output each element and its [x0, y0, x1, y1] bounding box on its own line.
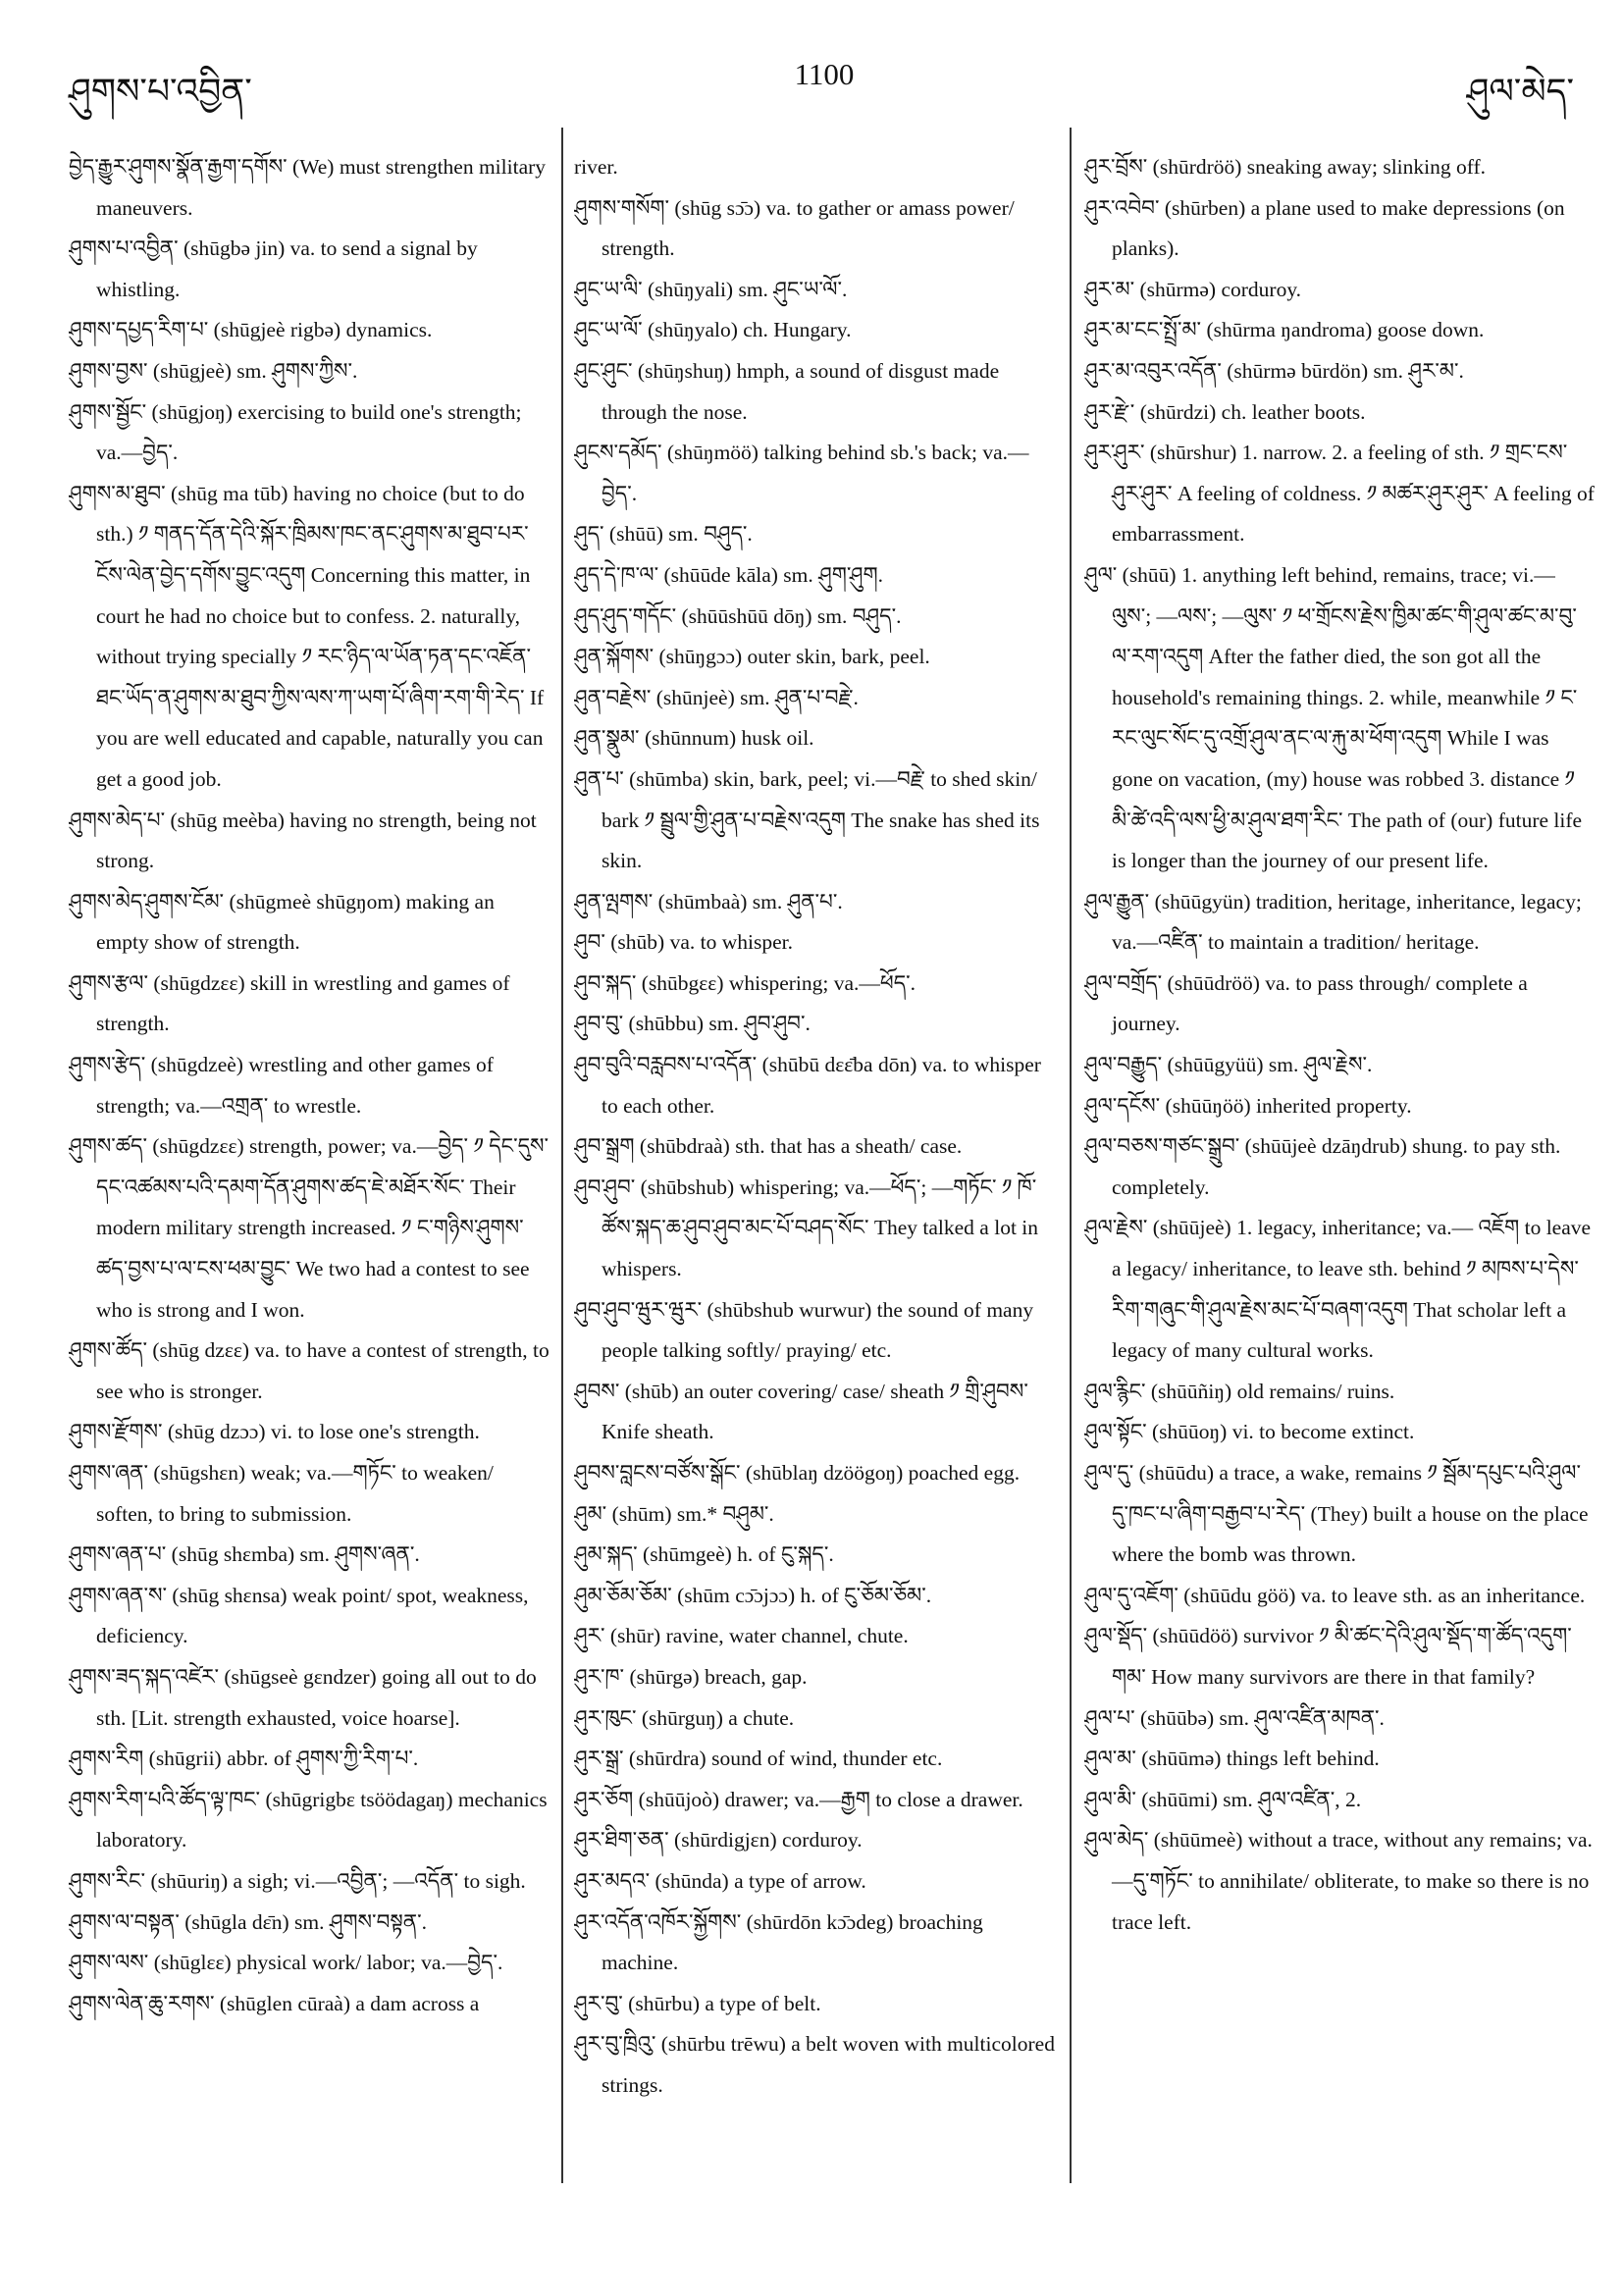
- dictionary-entry: བྱེད་རྒྱུར་ཤུགས་སྣོན་རྒྱག་དགོས་ (We) must strengthen military maneuvers.: [69, 155, 547, 220]
- dictionary-entry: ཤུགས་རིང་ (shūuriŋ) a sigh; vi.—འབྱིན་; —འདོན་ to sigh.: [69, 1868, 526, 1893]
- dictionary-entry: ཤུགས་ལས་ (shūglɛɛ) physical work/ labor; va.—བྱེད་.: [69, 1951, 503, 1975]
- dictionary-entry: ཤུལ་རྒྱུན་ (shūūgyün) tradition, heritage, inheritance, legacy; va.—འཛིན་ to maintain a tradition/ heritage.: [1084, 889, 1582, 955]
- dictionary-entry: river.: [574, 155, 618, 179]
- dictionary-entry: ཤུགས་ཞན་པ་ (shūg shɛmba) sm. ཤུགས་ཞན་.: [69, 1542, 420, 1567]
- dictionary-entry: ཤུགས་ལེན་ཆུ་རགས་ (shūglen cūraà) a dam across a: [69, 1991, 480, 2015]
- dictionary-entry: ཤུར་བུ་ (shūrbu) a type of belt.: [574, 1991, 821, 2015]
- column-1: [69, 147, 550, 2188]
- dictionary-entry: ཤུགས་ཚད་ (shūgdzɛɛ) strength, power; va.—བྱེད་ ༡ དེང་དུས་དང་འཚམས་པའི་དམག་དོན་ཤུགས་ཚད་ཇེ་མཐོར་སོང་ Their modern military strength increased. ༡ ང་གཉིས་ཤུགས་ཚད་བྱས་པ་ལ་ངས་ཕམ་བྱུང་ We two had a contest to see who is strong and I won.: [69, 1134, 550, 1322]
- dictionary-entry: ཤུན་ལྤགས་ (shūmbaà) sm. ཤུན་པ་.: [574, 889, 843, 913]
- dictionary-entry: ཤུལ་པ་ (shūūbə) sm. ཤུལ་འཛིན་མཁན་.: [1084, 1705, 1385, 1730]
- dictionary-entry: ཤུགས་ཟད་སྐད་འཛེར་ (shūgseè gɛndzer) going all out to do sth. [Lit. strength exhausted, voice hoarse].: [69, 1664, 537, 1730]
- dictionary-entry: ཤུར་འབེབ་ (shūrben) a plane used to make depressions (on planks).: [1084, 195, 1565, 261]
- dictionary-entry: ཤུགས་རིག (shūgrii) abbr. of ཤུགས་ཀྱི་རིག་པ་.: [69, 1747, 419, 1771]
- dictionary-entry: ཤུང་ཤུང་ (shūŋshuŋ) hmph, a sound of disgust made through the nose.: [574, 358, 1000, 424]
- dictionary-entry: ཤུལ་བཅས་གཙང་སྒྲུབ་ (shūūjeè dzāŋdrub) shung. to pay sth. completely.: [1084, 1134, 1561, 1199]
- dictionary-entry: ཤུར་ཤུར་ (shūrshur) 1. narrow. 2. a feeling of sth. ༡ གྲང་ངས་ཤུར་ཤུར་ A feeling of coldness. ༡ མཚར་ཤུར་ཤུར་ A feeling of embarrassment.: [1084, 441, 1595, 547]
- dictionary-entry: ཤུབ་ཤུབ་ (shūbshub) whispering; va.—ཕོད་; —གཏོང་ ༡ ཁོ་ཚོས་སྐད་ཆ་ཤུབ་ཤུབ་མང་པོ་བཤད་སོང་ They talked a lot in whispers.: [574, 1174, 1039, 1281]
- dictionary-entry: ཤུབས་བླངས་བཙོས་སྒོང་ (shūblaŋ dzöögoŋ) poached egg.: [574, 1461, 1021, 1485]
- dictionary-entry: ཤུར་འདོན་འཁོར་སྐྱོགས་ (shūrdōn kɔ̄ɔdeg) broaching machine.: [574, 1909, 983, 1975]
- dictionary-entry: ཤུལ་བགྲོད་ (shūūdröö) va. to pass through/ complete a journey.: [1084, 970, 1528, 1036]
- dictionary-entry: ཤུབ་བུའི་བརླབས་པ་འདོན་ (shūbū dɛɛ̄ba dōn) va. to whisper to each other.: [574, 1053, 1041, 1118]
- dictionary-entry: ཤུབ་བུ་ (shūbbu) sm. ཤུབ་ཤུབ་.: [574, 1012, 811, 1036]
- dictionary-entry: ཤུར་ཁུང་ (shūrguŋ) a chute.: [574, 1705, 795, 1730]
- dictionary-entry: ཤུད་དེ་ཁ་ལ་ (shūūde kāla) sm. ཤུག་ཤུག.: [574, 562, 883, 587]
- dictionary-entry: ཤུན་བརྗེས་ (shūnjeè) sm. ཤུན་པ་བརྗེ་.: [574, 685, 859, 709]
- dictionary-entry: ཤུགས་པ་འབྱིན་ (shūgbə jin) va. to send a signal by whistling.: [69, 236, 478, 301]
- column-2: [574, 147, 1055, 2188]
- dictionary-entry: ཤུལ་ (shūū) 1. anything left behind, remains, trace; vi.—ལུས་; —ལས་; —ལུས་ ༡ ཕ་གྲོངས་རྗེས་ཁྱིམ་ཚང་གི་ཤུལ་ཚང་མ་བུ་ལ་རག་འདུག After the father died, the son got all the household's remaining things. 2. while, meanwhile ༡ ང་རང་ལུང་སོང་དུ་འགྲོ་ཤུལ་ནང་ལ་རྐུ་མ་ཕོག་འདུག While I was gone on vacation, (my) house was robbed 3. distance ༡ མི་ཚེ་འདི་ལས་ཕྱི་མ་ཤུལ་ཐག་རིང་ The path of (our) future life is longer than the journey of our present life.: [1084, 562, 1583, 873]
- dictionary-entry: ཤུགས་ཞན་ས་ (shūg shɛnsa) weak point/ spot, weakness, deficiency.: [69, 1583, 529, 1648]
- dictionary-entry: ཤུར་སྒྲ་ (shūrdra) sound of wind, thunder etc.: [574, 1747, 943, 1771]
- dictionary-entry: ཤུལ་དུ་འཇོག་ (shūūdu göö) va. to leave sth. as an inheritance.: [1084, 1583, 1586, 1607]
- dictionary-entry: ཤུར་མདའ་ (shūnda) a type of arrow.: [574, 1868, 866, 1893]
- dictionary-entry: ཤུགས་རྩལ་ (shūgdzɛɛ) skill in wrestling and games of strength.: [69, 970, 510, 1036]
- dictionary-entry: ཤུལ་དུ་ (shūūdu) a trace, a wake, remains ༡ སྦོམ་དཔུང་པའི་ཤུལ་དུ་ཁང་པ་ཞིག་བརྒྱབ་པ་རེད་ (They) built a house on the place where the bomb was thrown.: [1084, 1461, 1589, 1567]
- dictionary-entry: ཤུགས་རྫོགས་ (shūg dzɔɔ) vi. to lose one's strength.: [69, 1420, 480, 1444]
- dictionary-entry: ཤུར་ཅོག (shūūjoò) drawer; va.—རྒྱག to close a drawer.: [574, 1787, 1023, 1811]
- dictionary-entry: ཤུང་ཡ་ལི་ (shūŋyali) sm. ཤུང་ཡ་ལོ་.: [574, 277, 848, 301]
- dictionary-entry: ཤུལ་མེད་ (shūūmeè) without a trace, without any remains; va.—དུ་གཏོང་ to annihilate/ obliterate, to make so there is no trace left.: [1084, 1828, 1593, 1934]
- dictionary-entry: ཤུམ་ (shūm) sm.* བཤུམ་.: [574, 1501, 774, 1526]
- dictionary-entry: ཤུར་མ་ (shūrmə) corduroy.: [1084, 277, 1302, 301]
- dictionary-entry: ཤུགས་མ་ཐུབ་ (shūg ma tūb) having no choice (but to do sth.) ༡ གནད་དོན་དེའི་སྐོར་ཁྲིམས་ཁང་ནང་ཤུགས་མ་ཐུབ་པར་ངོས་ལེན་བྱེད་དགོས་བྱུང་འདུག Concerning this matter, in court he had no choice but to confess. 2. naturally, without trying specially ༡ རང་ཉིད་ལ་ཡོན་ཏན་དང་འཇོན་ཐང་ཡོད་ན་ཤུགས་མ་ཐུབ་ཀྱིས་ལས་ཀ་ཡག་པོ་ཞིག་རག་གི་རེད་ If you are well educated and capable, naturally you can get a good job.: [69, 481, 545, 791]
- dictionary-entry: ཤུམ་སྐད་ (shūmgeè) h. of ངུ་སྐད་.: [574, 1542, 834, 1567]
- dictionary-entry: ཤུལ་བརྒྱུད་ (shūūgyüü) sm. ཤུལ་རྗེས་.: [1084, 1053, 1373, 1077]
- dictionary-entry: ཤུགས་ལ་བསྟན་ (shūgla dɛ̄n) sm. ཤུགས་བསྟན་.: [69, 1909, 428, 1934]
- dictionary-entry: ཤུལ་སྡོད་ (shūūdöö) survivor ༡ མི་ཚང་དེའི་ཤུལ་སྡོད་ག་ཚོད་འདུག་གམ་ How many survivors are there in that family?: [1084, 1624, 1572, 1689]
- dictionary-entry: ཤུབ་སྒྲག (shūbdraà) sth. that has a sheath/ case.: [574, 1134, 963, 1159]
- dictionary-entry: ཤུགས་རིག་པའི་ཚོད་ལྟ་ཁང་ (shūgrigbɛ tsöödagaŋ) mechanics laboratory.: [69, 1787, 548, 1852]
- dictionary-entry: ཤུགས་ཞན་ (shūgshɛn) weak; va.—གཏོང་ to weaken/ soften, to bring to submission.: [69, 1461, 494, 1526]
- dictionary-entry: ཤུགས་བྱས་ (shūgjeè) sm. ཤུགས་ཀྱིས་.: [69, 358, 358, 383]
- dictionary-entry: ཤུབ་སྐད་ (shūbgɛɛ) whispering; va.—ཕོད་.: [574, 970, 916, 995]
- dictionary-entry: ཤུངས་དམོད་ (shūŋmöö) talking behind sb.'s back; va.—བྱེད་.: [574, 441, 1029, 505]
- dictionary-entry: ཤུར་བུ་ཁྲིའུ་ (shūrbu trēwu) a belt woven with multicolored strings.: [574, 2032, 1055, 2097]
- column-divider: [561, 128, 563, 2183]
- dictionary-entry: ཤུད་ཤུད་གདོང་ (shūūshūū dōŋ) sm. བཤུད་.: [574, 603, 902, 628]
- page-number: 1100: [794, 57, 855, 91]
- dictionary-entry: ཤུན་པ་ (shūmba) skin, bark, peel; vi.—བརྗེ་ to shed skin/ bark ༡ སྦྲུལ་གྱི་ཤུན་པ་བརྗེས་འདུག The snake has shed its skin.: [574, 766, 1040, 873]
- dictionary-entry: ཤུབས་ (shūb) an outer covering/ case/ sheath ༡ གྲི་ཤུབས་ Knife sheath.: [574, 1379, 1028, 1444]
- dictionary-entry: ཤུགས་དཔྱད་རིག་པ་ (shūgjeè rigbə) dynamics.: [69, 318, 433, 342]
- dictionary-entry: ཤུགས་ཚོད་ (shūg dzɛɛ) va. to have a contest of strength, to see who is stronger.: [69, 1338, 550, 1403]
- dictionary-entry: ཤུར་ཐིག་ཅན་ (shūrdigjɛn) corduroy.: [574, 1828, 863, 1852]
- dictionary-entry: ཤུམ་ཅོམ་ཅོམ་ (shūm cɔ̄ɔjɔɔ) h. of ངུ་ཅོམ་ཅོམ་.: [574, 1583, 932, 1607]
- dictionary-entry: ཤུགས་མེད་ཤུགས་ངོམ་ (shūgmeè shūgŋom) making an empty show of strength.: [69, 889, 495, 955]
- dictionary-entry: ཤུལ་མི་ (shūūmi) sm. ཤུལ་འཛིན་, 2.: [1084, 1787, 1362, 1811]
- dictionary-entry: ཤུང་ཡ་ལོ་ (shūŋyalo) ch. Hungary.: [574, 318, 852, 342]
- dictionary-entry: ཤུར་མ་ངང་སྤྲོ་མ་ (shūrma ŋandroma) goose down.: [1084, 318, 1485, 342]
- dictionary-entry: ཤུན་སྣུམ་ (shūnnum) husk oil.: [574, 726, 814, 751]
- dictionary-entry: ཤུར་བྲོས་ (shūrdröö) sneaking away; slinking off.: [1084, 155, 1487, 179]
- dictionary-entry: ཤུལ་སྟོང་ (shūūoŋ) vi. to become extinct.: [1084, 1420, 1415, 1444]
- column-3: [1084, 147, 1595, 2188]
- dictionary-entry: ཤུད་ (shūū) sm. བཤུད་.: [574, 522, 753, 547]
- dictionary-entry: ཤུན་སྐོགས་ (shūŋgɔɔ) outer skin, bark, peel.: [574, 645, 930, 669]
- dictionary-entry: ཤུགས་མེད་པ་ (shūg meèba) having no strength, being not strong.: [69, 808, 537, 873]
- dictionary-entry: ཤུབ་ (shūb) va. to whisper.: [574, 930, 793, 955]
- dictionary-entry: ཤུར་མ་འབུར་འདོན་ (shūrmə būrdön) sm. ཤུར་མ་.: [1084, 358, 1464, 383]
- dictionary-entry: ཤུགས་རྩེད་ (shūgdzeè) wrestling and other games of strength; va.—འགྲན་ to wrestle.: [69, 1053, 494, 1118]
- dictionary-entry: ཤུབ་ཤུབ་ཝུར་ཝུར་ (shūbshub wurwur) the sound of many people talking softly/ praying/ etc.: [574, 1297, 1034, 1363]
- left-guide-word: ཤུགས་པ་འབྱིན་: [69, 72, 252, 111]
- dictionary-entry: ཤུར་ཁ་ (shūrgə) breach, gap.: [574, 1664, 808, 1689]
- dictionary-entry: ཤུལ་རྙིང་ (shūūñiŋ) old remains/ ruins.: [1084, 1379, 1395, 1403]
- dictionary-entry: ཤུལ་མ་ (shūūmə) things left behind.: [1084, 1747, 1380, 1771]
- column-divider: [1070, 128, 1072, 2183]
- dictionary-entry: ཤུར་རྫེ་ (shūrdzi) ch. leather boots.: [1084, 399, 1366, 424]
- dictionary-entry: ཤུར་ (shūr) ravine, water channel, chute.: [574, 1624, 909, 1648]
- dictionary-entry: ཤུལ་རྗེས་ (shūūjeè) 1. legacy, inheritance; va.— འཇོག to leave a legacy/ inheritance, to leave sth. behind ༡ མཁས་པ་དེས་རིག་གཞུང་གི་ཤུལ་རྗེས་མང་པོ་བཞག་འདུག That scholar left a legacy of many cultural works.: [1084, 1216, 1592, 1363]
- dictionary-entry: ཤུགས་གསོག་ (shūg sɔ̄ɔ) va. to gather or amass power/ strength.: [574, 195, 1015, 261]
- right-guide-word: ཤུལ་མེད་: [1466, 72, 1574, 111]
- dictionary-entry: ཤུལ་དངོས་ (shūūŋöö) inherited property.: [1084, 1093, 1412, 1118]
- dictionary-entry: ཤུགས་སྦྱོང་ (shūgjoŋ) exercising to build one's strength; va.—བྱེད་.: [69, 399, 522, 465]
